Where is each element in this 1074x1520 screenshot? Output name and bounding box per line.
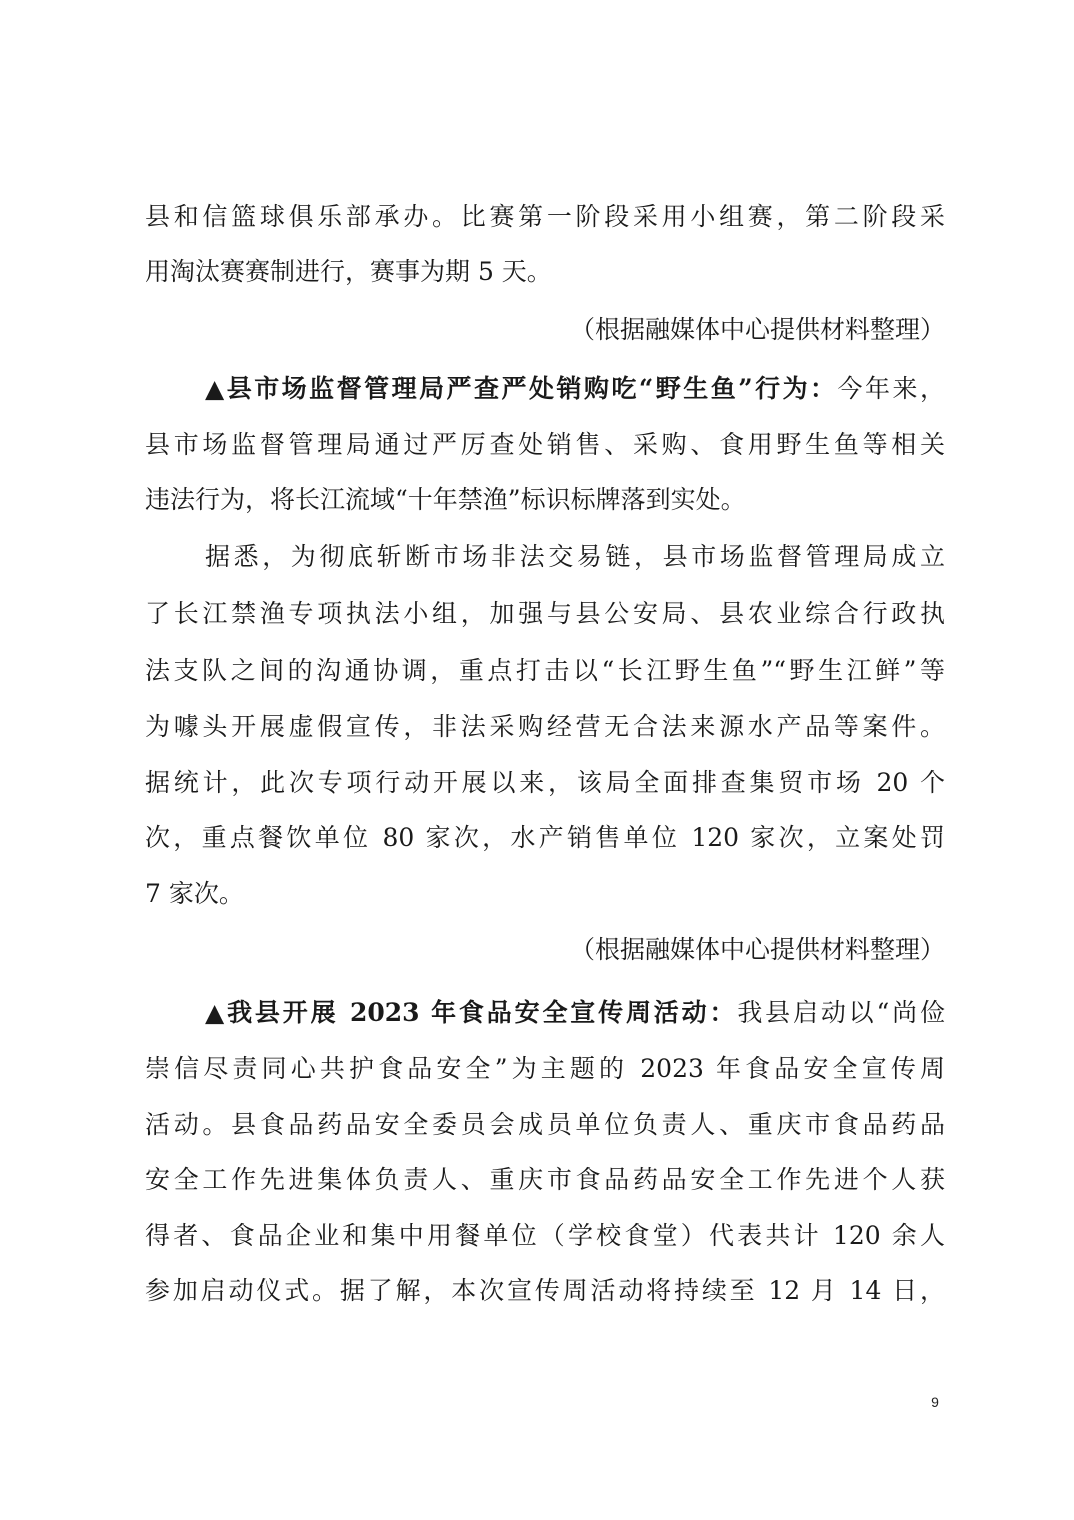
article-heading-line: [205, 369, 945, 409]
paragraph-line: 活动。县食品药品安全委员会成员单位负责人、重庆市食品药品: [145, 1110, 945, 1139]
article-intro-start: 今年来，: [837, 374, 945, 403]
paragraph-line: 得者、食品企业和集中用餐单位（学校食堂）代表共计 120 余人: [145, 1221, 945, 1250]
paragraph-line: 崇信尽责同心共护食品安全”为主题的 2023 年食品安全宣传周: [145, 1054, 945, 1083]
paragraph-line: 了长江禁渔专项执法小组，加强与县公安局、县农业综合行政执: [145, 599, 945, 628]
article-heading: ▲县市场监督管理局严查严处销购吃“野生鱼”行为：: [205, 374, 838, 403]
paragraph-line: 7 家次。: [145, 879, 244, 908]
article-heading-line: [205, 993, 945, 1033]
paragraph-line: 县和信篮球俱乐部承办。比赛第一阶段采用小组赛，第二阶段采: [145, 202, 945, 231]
paragraph-line: 次，重点餐饮单位 80 家次，水产销售单位 120 家次，立案处罚: [145, 823, 945, 852]
paragraph-line: 安全工作先进集体负责人、重庆市食品药品安全工作先进个人获: [145, 1165, 945, 1194]
paragraph-line: 违法行为，将长江流域“十年禁渔”标识标牌落到实处。: [145, 485, 746, 514]
page-number: 9: [931, 1394, 939, 1410]
paragraph-line: 法支队之间的沟通协调，重点打击以“长江野生鱼”“野生江鲜”等: [145, 656, 945, 685]
paragraph-line: 为噱头开展虚假宣传，非法采购经营无合法来源水产品等案件。: [145, 712, 945, 741]
paragraph-line: 据悉，为彻底斩断市场非法交易链，县市场监督管理局成立: [205, 542, 945, 571]
paragraph-line: 用淘汰赛赛制进行，赛事为期 5 天。: [145, 257, 552, 286]
article-heading: ▲我县开展 2023 年食品安全宣传周活动：: [205, 998, 738, 1027]
paragraph-line: 参加启动仪式。据了解，本次宣传周活动将持续至 12 月 14 日，: [145, 1276, 945, 1305]
source-note: （根据融媒体中心提供材料整理）: [569, 315, 945, 344]
source-note: （根据融媒体中心提供材料整理）: [569, 935, 945, 964]
paragraph-line: 县市场监督管理局通过严厉查处销售、采购、食用野生鱼等相关: [145, 430, 945, 459]
paragraph-line: 据统计，此次专项行动开展以来，该局全面排查集贸市场 20 个: [145, 768, 945, 797]
article-intro-start: 我县启动以“尚俭: [737, 998, 945, 1027]
